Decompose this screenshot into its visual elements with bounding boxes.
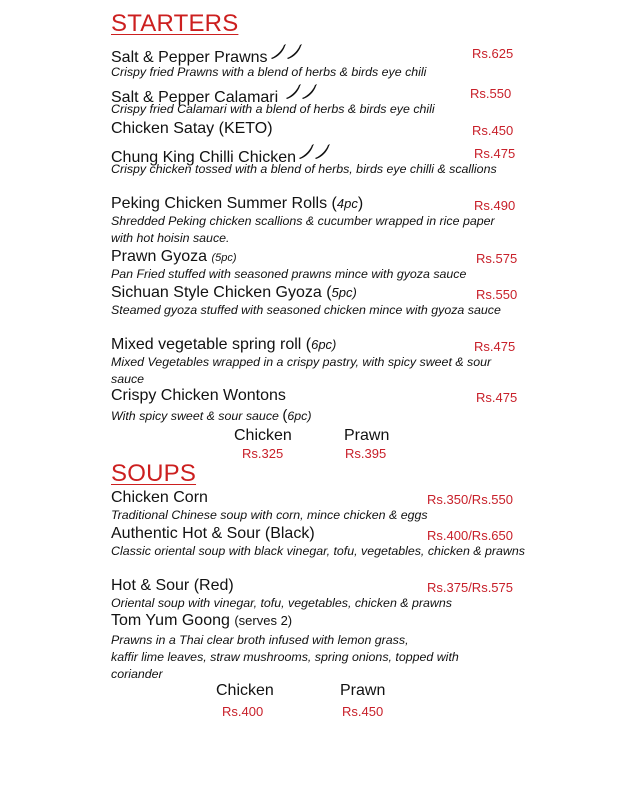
item-price: Rs.475 (474, 339, 516, 354)
item-name-text: Salt & Pepper Calamari (111, 89, 279, 106)
item-name-text: Chung King Chilli Chicken (111, 149, 296, 166)
menu-item-name: Crispy Chicken Wontons (111, 387, 286, 404)
item-description: Steamed gyoza stuffed with seasoned chicken mince with gyoza sauce (111, 303, 501, 317)
option-label-chicken: Chicken (234, 427, 292, 444)
menu-item-name: Authentic Hot & Sour (Black) (111, 525, 315, 542)
item-description: Traditional Chinese soup with corn, mince chicken & eggs (111, 508, 428, 522)
item-name-text: Sichuan Style Chicken Gyoza ( (111, 284, 332, 301)
soups-heading: SOUPS (111, 460, 197, 487)
item-description: Mixed Vegetables wrapped in a crispy pastry, with spicy sweet & sour sauce (111, 355, 492, 386)
desc-text: With spicy sweet & sour sauce (111, 409, 283, 423)
option-price-chicken: Rs.400 (222, 704, 264, 719)
item-qty: 4pc (336, 196, 358, 211)
desc-qty: 6pc) (287, 409, 312, 423)
item-description: Crispy fried Prawns with a blend of herbs & birds eye chili (111, 65, 427, 79)
item-price: Rs.625 (472, 46, 514, 61)
item-price: Rs.400/Rs.650 (427, 528, 513, 543)
item-price: Rs.475 (474, 146, 516, 161)
item-description: Shredded Peking chicken scallions & cucumber wrapped in rice paper with hot hoisin sauce. (111, 214, 495, 245)
item-name-text: Prawn Gyoza (111, 248, 212, 265)
item-price: Rs.350/Rs.550 (427, 492, 513, 507)
item-name-text: Salt & Pepper Prawns (111, 49, 268, 66)
item-qty: 5pc) (331, 285, 357, 300)
chili-pepper-icon (297, 142, 333, 160)
item-price: Rs.575 (476, 251, 518, 266)
menu-item-name (111, 284, 357, 302)
item-description: Oriental soup with vinegar, tofu, vegetables, chicken & prawns (111, 596, 452, 610)
item-description: Classic oriental soup with black vinegar, tofu, vegetables, chicken & prawns (111, 544, 525, 558)
option-price-chicken: Rs.325 (242, 446, 284, 461)
menu-item-name (111, 336, 336, 354)
option-label-chicken: Chicken (216, 682, 274, 699)
item-description (111, 632, 531, 683)
option-price-prawn: Rs.450 (342, 704, 384, 719)
item-qty: (5pc) (211, 252, 237, 264)
menu-item-name (111, 612, 292, 630)
item-name-text: Peking Chicken Summer Rolls ( (111, 195, 337, 212)
item-description: Crispy chicken tossed with a blend of herbs, birds eye chilli & scallions (111, 162, 497, 176)
item-price: Rs.550 (476, 287, 518, 302)
item-name-text: Mixed vegetable spring roll ( (111, 336, 312, 353)
item-price: Rs.490 (474, 198, 516, 213)
menu-item-name (111, 195, 363, 213)
desc-line: coriander (111, 667, 163, 681)
desc-line: kaffir lime leaves, straw mushrooms, spring onions, topped with (111, 650, 459, 664)
item-qty: 6pc) (311, 337, 337, 352)
starters-heading: STARTERS (111, 10, 239, 37)
item-description (111, 407, 511, 425)
item-price: Rs.450 (472, 123, 514, 138)
item-description: Crispy fried Calamari with a blend of herbs & birds eye chili (111, 102, 435, 116)
chili-pepper-icon (269, 42, 305, 60)
chili-pepper-icon (284, 82, 320, 100)
item-name-close: ) (357, 195, 364, 212)
item-price: Rs.550 (470, 86, 512, 101)
option-price-prawn: Rs.395 (345, 446, 387, 461)
menu-item-name: Chicken Corn (111, 489, 208, 506)
item-price: Rs.375/Rs.575 (427, 580, 513, 595)
desc-line: Prawns in a Thai clear broth infused with lemon grass, (111, 633, 409, 647)
item-name-text: Tom Yum Goong (111, 612, 230, 629)
item-description: Pan Fried stuffed with seasoned prawns mince with gyoza sauce (111, 267, 467, 281)
option-label-prawn: Prawn (340, 682, 386, 699)
menu-item-name: Chicken Satay (KETO) (111, 120, 273, 137)
item-serves: (serves 2) (234, 613, 293, 628)
menu-item-name (111, 248, 237, 266)
item-price: Rs.475 (476, 390, 518, 405)
desc-paren: ( (282, 407, 288, 424)
option-label-prawn: Prawn (344, 427, 390, 444)
menu-item-name: Hot & Sour (Red) (111, 577, 234, 594)
